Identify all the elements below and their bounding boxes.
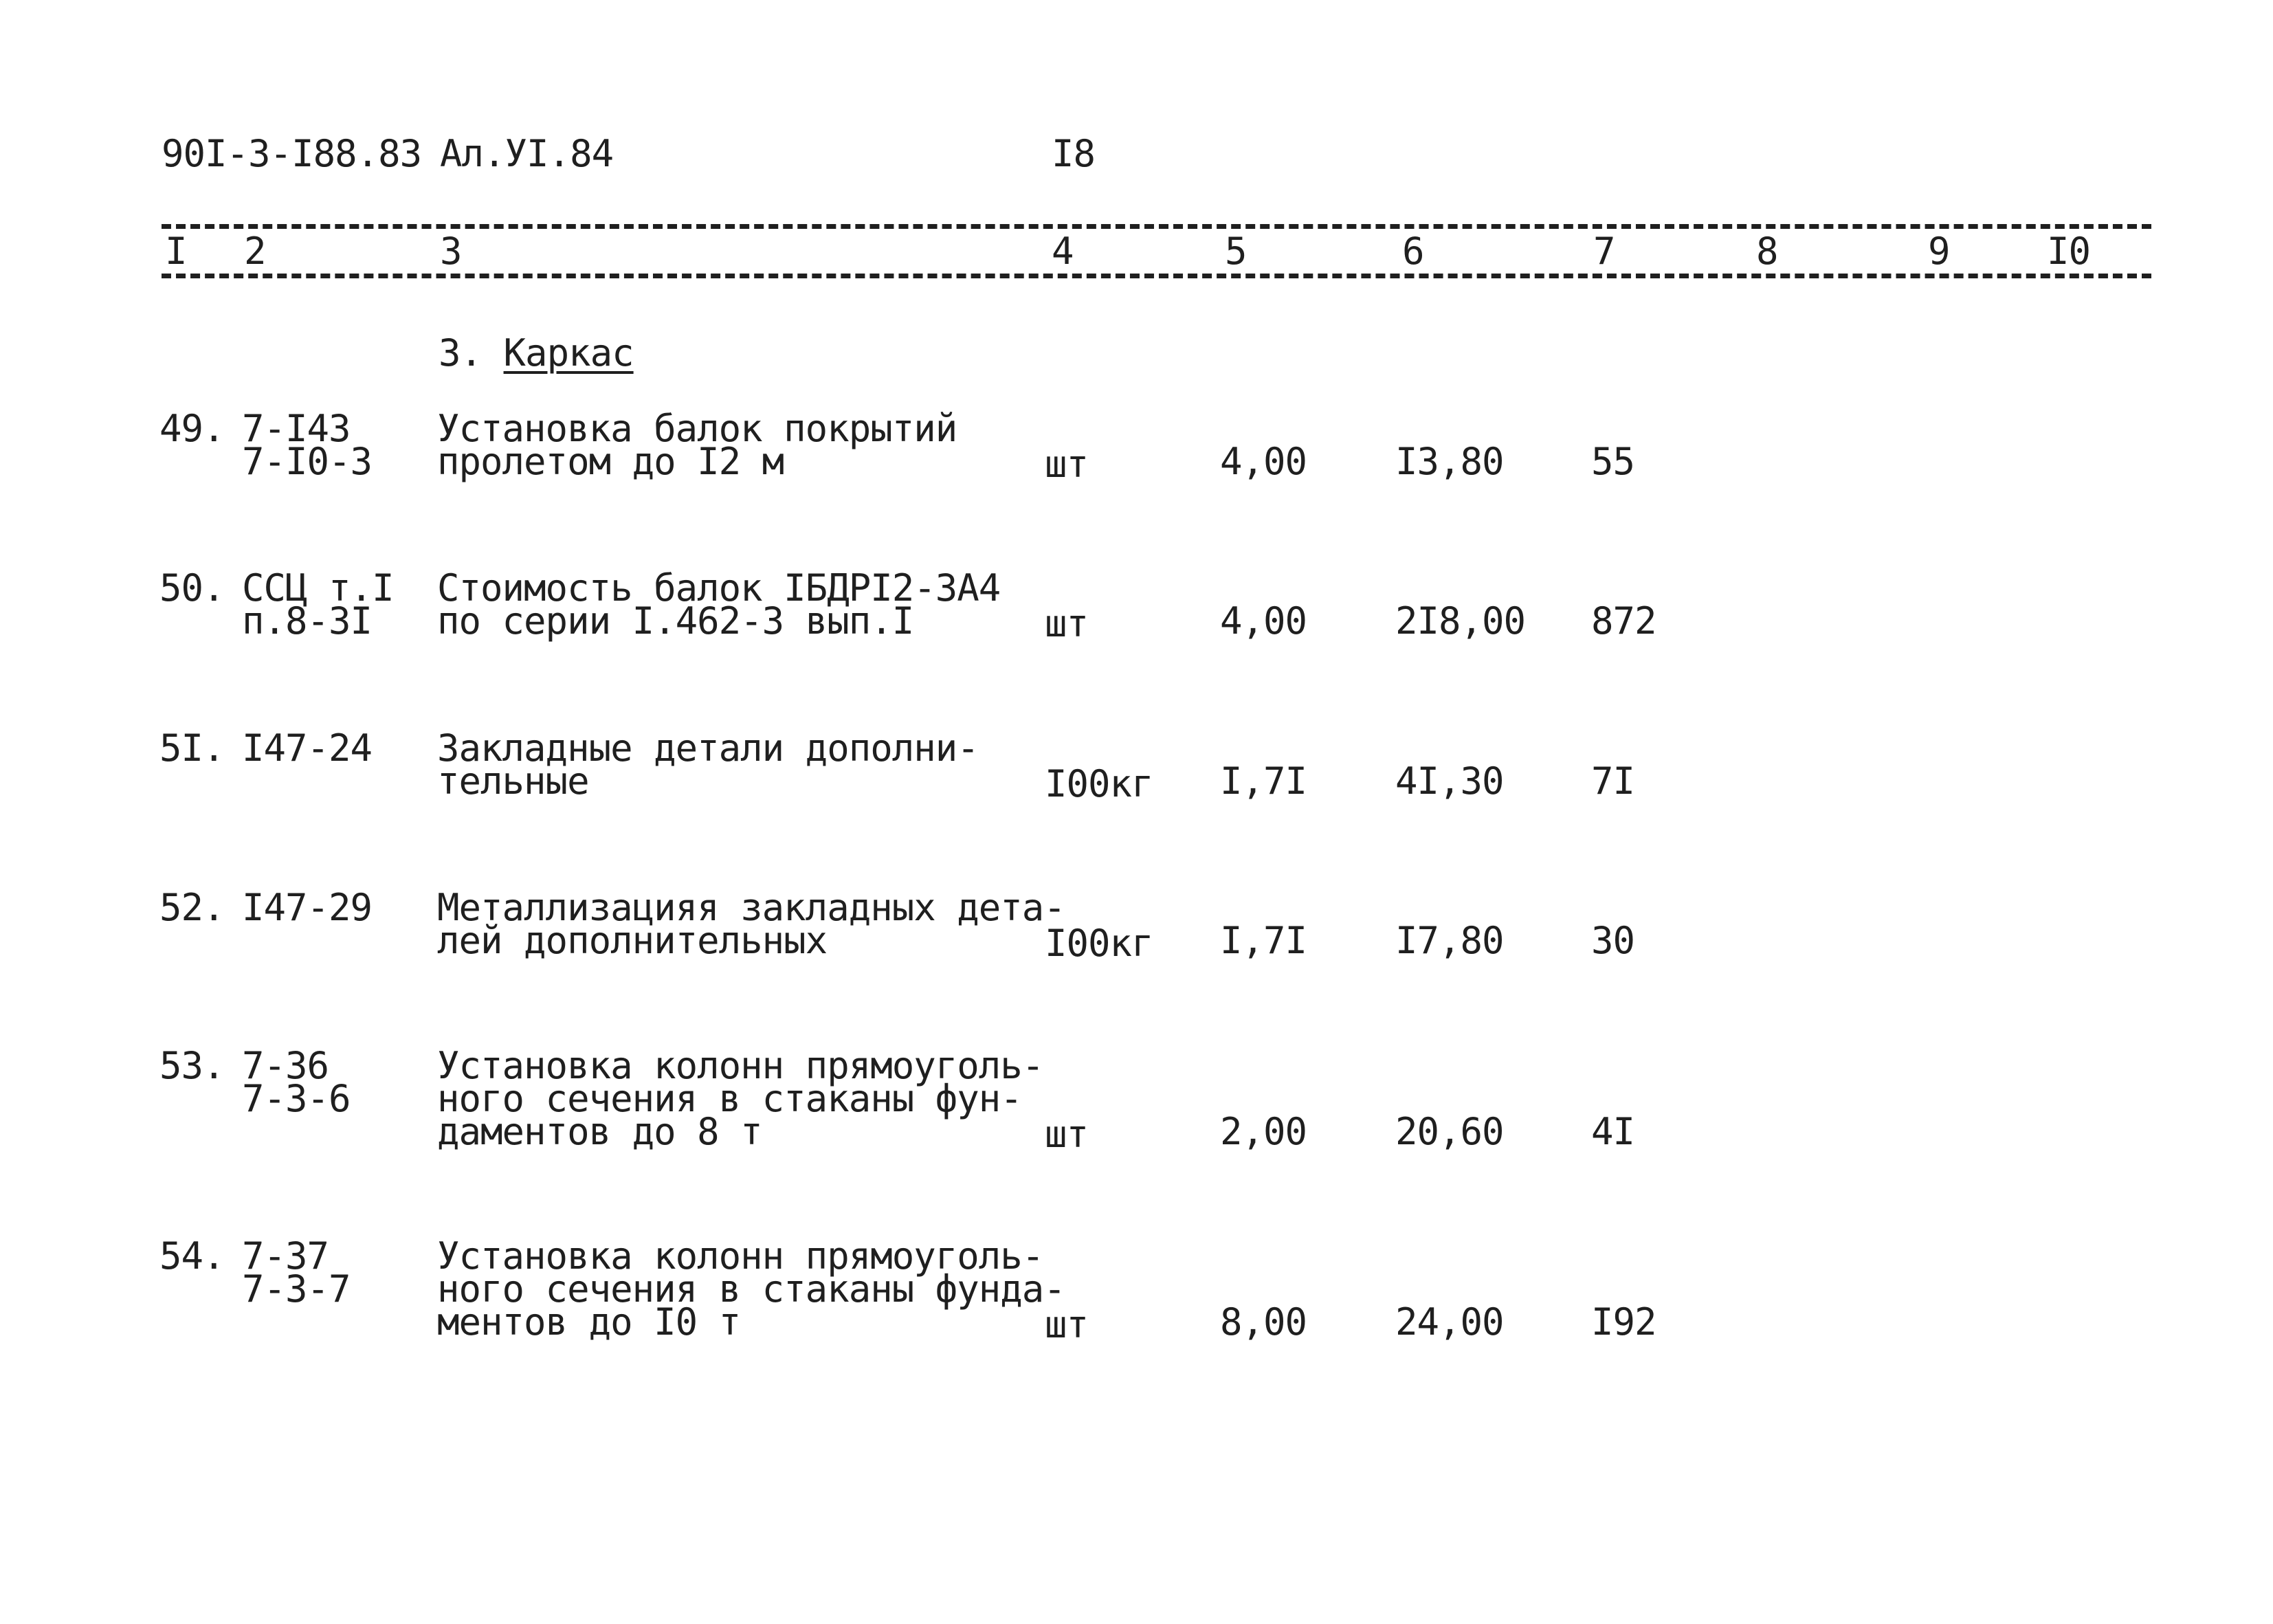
section-title: Каркас [503, 331, 634, 375]
row-total: 4I [1591, 1110, 1635, 1153]
row-description-line: даментов до 8 т [437, 1110, 762, 1153]
page-number: I8 [1052, 132, 1096, 175]
row-unit-price: I7,80 [1395, 919, 1504, 962]
column-number-1: I [165, 230, 187, 273]
row-description-line: Закладные детали дополни- [437, 726, 979, 770]
row-unit: шт [1045, 1303, 1089, 1346]
column-number-8: 8 [1756, 230, 1778, 273]
row-description-line: лей дополнительных [437, 919, 828, 962]
column-number-3: 3 [440, 230, 462, 273]
row-total: I92 [1591, 1300, 1656, 1344]
row-code-line: 7-3-7 [242, 1267, 351, 1311]
row-index: 54. [159, 1234, 225, 1278]
album-number: Ал.УI.84 [440, 132, 614, 175]
row-index: 50. [159, 566, 225, 610]
row-description-line: ного сечения в стаканы фунда- [437, 1267, 1065, 1311]
row-unit-price: 24,00 [1395, 1300, 1504, 1344]
table-row [0, 1044, 2273, 1187]
row-index: 52. [159, 886, 225, 929]
column-header-top-rule [162, 224, 2151, 229]
column-number-7: 7 [1593, 230, 1615, 273]
row-code-line: I47-24 [242, 726, 373, 770]
row-code-line: ССЦ т.I [242, 566, 394, 610]
row-description-line: пролетом до I2 м [437, 440, 784, 483]
row-code-line: 7-37 [242, 1234, 329, 1278]
row-code-line: 7-36 [242, 1044, 329, 1087]
row-unit: I00кг [1045, 922, 1153, 965]
row-code-line: I47-29 [242, 886, 373, 929]
row-quantity: I,7I [1220, 759, 1307, 803]
table-row [0, 726, 2273, 869]
row-unit: I00кг [1045, 762, 1153, 805]
row-description-line: Установка колонн прямоуголь- [437, 1234, 1044, 1278]
row-unit-price: 4I,30 [1395, 759, 1504, 803]
row-code-line: 7-I43 [242, 407, 351, 450]
row-unit-price: 2I8,00 [1395, 599, 1526, 643]
column-number-6: 6 [1402, 230, 1424, 273]
row-total: 7I [1591, 759, 1635, 803]
column-number-2: 2 [244, 230, 266, 273]
row-unit-price: 20,60 [1395, 1110, 1504, 1153]
table-row [0, 407, 2273, 550]
row-quantity: I,7I [1220, 919, 1307, 962]
row-description-line: ментов до I0 т [437, 1300, 741, 1344]
row-description-line: ного сечения в стаканы фун- [437, 1077, 1022, 1120]
row-quantity: 8,00 [1220, 1300, 1307, 1344]
row-unit: шт [1045, 602, 1089, 645]
row-quantity: 2,00 [1220, 1110, 1307, 1153]
row-description-line: Установка балок покрытий [437, 407, 957, 450]
row-description-line: по серии I.462-3 вып.I [437, 599, 914, 643]
row-unit: шт [1045, 1113, 1089, 1156]
section-number: 3. [439, 331, 483, 375]
section-heading [439, 331, 634, 375]
column-number-4: 4 [1052, 230, 1074, 273]
row-description-line: Металлизацияя закладных дета- [437, 886, 1065, 929]
row-total: 872 [1591, 599, 1656, 643]
table-row [0, 1234, 2273, 1377]
row-unit-price: I3,80 [1395, 440, 1504, 483]
row-quantity: 4,00 [1220, 599, 1307, 643]
row-index: 53. [159, 1044, 225, 1087]
column-number-5: 5 [1225, 230, 1247, 273]
row-description-line: Установка колонн прямоуголь- [437, 1044, 1044, 1087]
row-unit: шт [1045, 443, 1089, 486]
table-row [0, 886, 2273, 1029]
column-number-10: I0 [2047, 230, 2091, 273]
row-code-line: 7-3-6 [242, 1077, 351, 1120]
row-index: 5I. [159, 726, 225, 770]
row-quantity: 4,00 [1220, 440, 1307, 483]
row-index: 49. [159, 407, 225, 450]
column-header-bottom-rule [162, 274, 2151, 278]
row-total: 55 [1591, 440, 1635, 483]
row-description-line: тельные [437, 759, 589, 803]
row-total: 30 [1591, 919, 1635, 962]
row-code-line: п.8-3I [242, 599, 373, 643]
doc-code: 90I-3-I88.83 [162, 132, 422, 175]
row-code-line: 7-I0-3 [242, 440, 373, 483]
row-description-line: Стоимость балок IБДРI2-3А4 [437, 566, 1001, 610]
column-number-9: 9 [1928, 230, 1950, 273]
table-row [0, 566, 2273, 709]
